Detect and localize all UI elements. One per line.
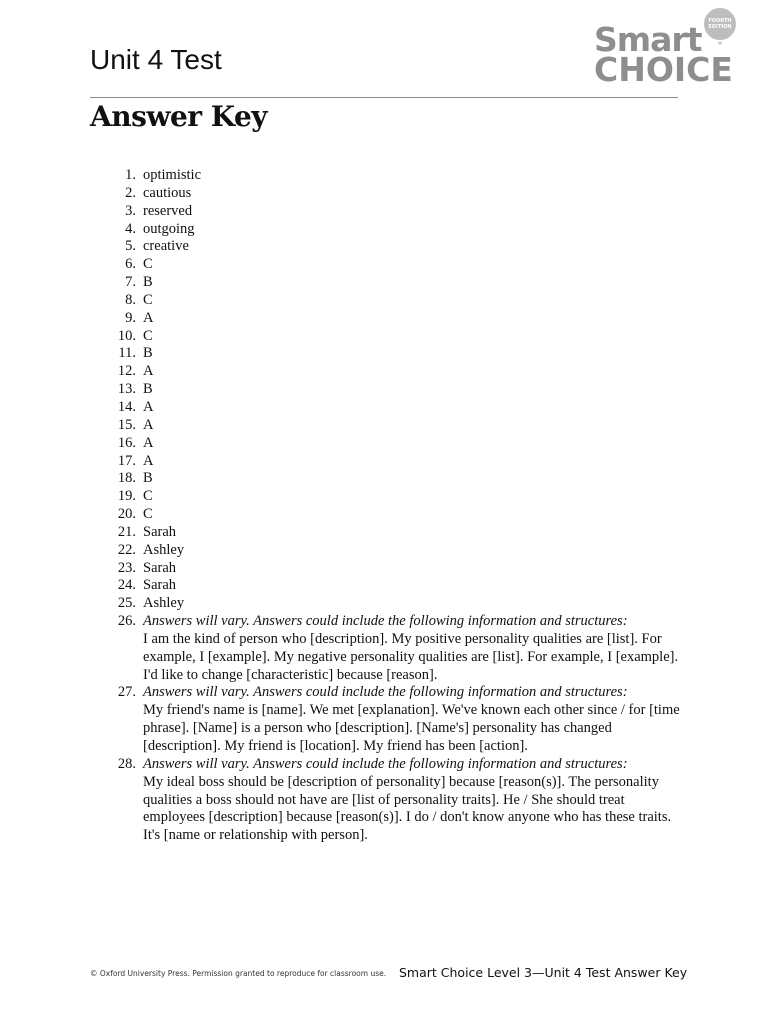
answer-number: 26.: [117, 613, 136, 630]
answer-text: B: [143, 470, 153, 487]
answer-note: Answers will vary. Answers could include the following information and structures:: [143, 613, 628, 630]
answer-text: My ideal boss should be [description of personality] because [reason(s)]. The personality qualities a boss should not have are [list of personality traits]. He / She should treat employees [description] because [reason(s)]. I do / don't know anyone who has these traits. It's [name or relationship with person].: [143, 773, 672, 844]
answer-item: [92, 185, 682, 203]
answer-number: 14.: [117, 398, 136, 415]
answer-number: 2.: [125, 184, 136, 201]
answer-note: Answers will vary. Answers could include the following information and structures:: [143, 684, 628, 701]
answer-text: B: [143, 345, 153, 362]
smart-choice-logo: [594, 6, 740, 89]
answer-number: 18.: [117, 470, 136, 487]
edition-badge: [702, 6, 738, 42]
answer-text: Sarah: [143, 559, 177, 576]
answer-text: C: [143, 256, 153, 273]
answer-text: optimistic: [143, 167, 201, 183]
answer-item: [92, 274, 682, 292]
answer-number: 8.: [125, 291, 136, 308]
answer-item: [92, 524, 682, 542]
answer-text: Sarah: [143, 577, 177, 594]
answer-item: [92, 453, 682, 471]
answer-number: 13.: [117, 381, 136, 398]
answer-item: [92, 577, 682, 595]
answer-text: A: [143, 363, 154, 380]
answer-number: 24.: [117, 577, 136, 594]
answer-note: Answers will vary. Answers could include the following information and structures:: [143, 755, 628, 772]
answer-text: B: [143, 381, 153, 398]
answer-text: reserved: [143, 202, 193, 219]
answer-item: [92, 542, 682, 560]
unit-title: Unit 4 Test: [90, 44, 222, 75]
answer-text: Sarah: [143, 523, 177, 540]
answer-number: 17.: [117, 452, 136, 469]
answer-number: 22.: [117, 541, 136, 558]
answer-text: A: [143, 434, 154, 451]
footer-doc-title: Smart Choice Level 3—Unit 4 Test Answer Key: [399, 965, 688, 980]
logo-choice-text: CHOICE: [594, 50, 733, 89]
answer-number: 11.: [118, 345, 136, 362]
answer-text: A: [143, 398, 154, 415]
answer-text: Ashley: [143, 595, 185, 612]
answer-item: [92, 292, 682, 310]
answer-item: [92, 399, 682, 417]
answer-number: 12.: [117, 363, 136, 380]
answer-item: [92, 203, 682, 221]
answer-text: I am the kind of person who [description]. My positive personality qualities are [list]. For example, I [example]. My negative personality qualities are [list]. For example, I [example]. I'd like to change [characteristic] because [reason].: [143, 630, 679, 683]
answer-item: [92, 488, 682, 506]
answer-item: [92, 310, 682, 328]
header-divider: [90, 97, 678, 98]
answer-item: [92, 167, 682, 185]
answer-number: 7.: [125, 274, 136, 291]
answer-item: [92, 238, 682, 256]
answer-text: Ashley: [143, 541, 185, 558]
answer-text: A: [143, 416, 154, 433]
answer-item: [92, 256, 682, 274]
answer-item: [92, 756, 682, 845]
answer-item: [92, 328, 682, 346]
answer-number: 21.: [117, 523, 136, 540]
answer-number: 15.: [117, 416, 136, 433]
answer-item: [92, 595, 682, 613]
answer-number: 3.: [125, 202, 136, 219]
answer-item: [92, 381, 682, 399]
answer-number: 4.: [125, 220, 136, 237]
answer-item: [92, 417, 682, 435]
answer-number: 20.: [117, 506, 136, 523]
answer-text: C: [143, 327, 153, 344]
page-title: Answer Key: [90, 100, 268, 133]
answer-number: 19.: [117, 488, 136, 505]
answer-number: 23.: [117, 559, 136, 576]
answer-text: My friend's name is [name]. We met [explanation]. We've known each other since / for [time phrase]. [Name] is a person who [description]. [Name's] personality has changed [description]. My friend is [location]. My friend has been [action].: [143, 702, 680, 754]
answer-number: 25.: [117, 595, 136, 612]
answer-item: [92, 435, 682, 453]
answer-text: outgoing: [143, 220, 195, 237]
answer-text: A: [143, 309, 154, 326]
answer-number: 1.: [125, 167, 136, 183]
badge-line-1: FOURTH: [708, 18, 732, 24]
answer-item: [92, 470, 682, 488]
answer-number: 6.: [125, 256, 136, 273]
footer-copyright: © Oxford University Press. Permission granted to reproduce for classroom use.: [90, 969, 387, 978]
answer-text: C: [143, 291, 153, 308]
answer-text: B: [143, 274, 153, 291]
answer-text: A: [143, 452, 154, 469]
answer-text: C: [143, 488, 153, 505]
answer-list: [92, 167, 682, 845]
answer-item: [92, 363, 682, 381]
answer-number: 9.: [125, 309, 136, 326]
answer-item: [92, 560, 682, 578]
answer-text: cautious: [143, 184, 192, 201]
badge-line-2: EDITION: [708, 24, 732, 30]
answer-item: [92, 613, 682, 684]
answer-number: 10.: [117, 327, 136, 344]
logo-smart-text: Smart: [594, 20, 702, 59]
answer-item: [92, 684, 682, 755]
answer-number: 27.: [117, 684, 136, 701]
answer-item: [92, 221, 682, 239]
answer-number: 5.: [125, 238, 136, 255]
answer-number: 28.: [117, 755, 136, 772]
answer-item: [92, 345, 682, 363]
answer-text: C: [143, 506, 153, 523]
answer-text: creative: [143, 238, 189, 255]
answer-number: 16.: [117, 434, 136, 451]
answer-item: [92, 506, 682, 524]
